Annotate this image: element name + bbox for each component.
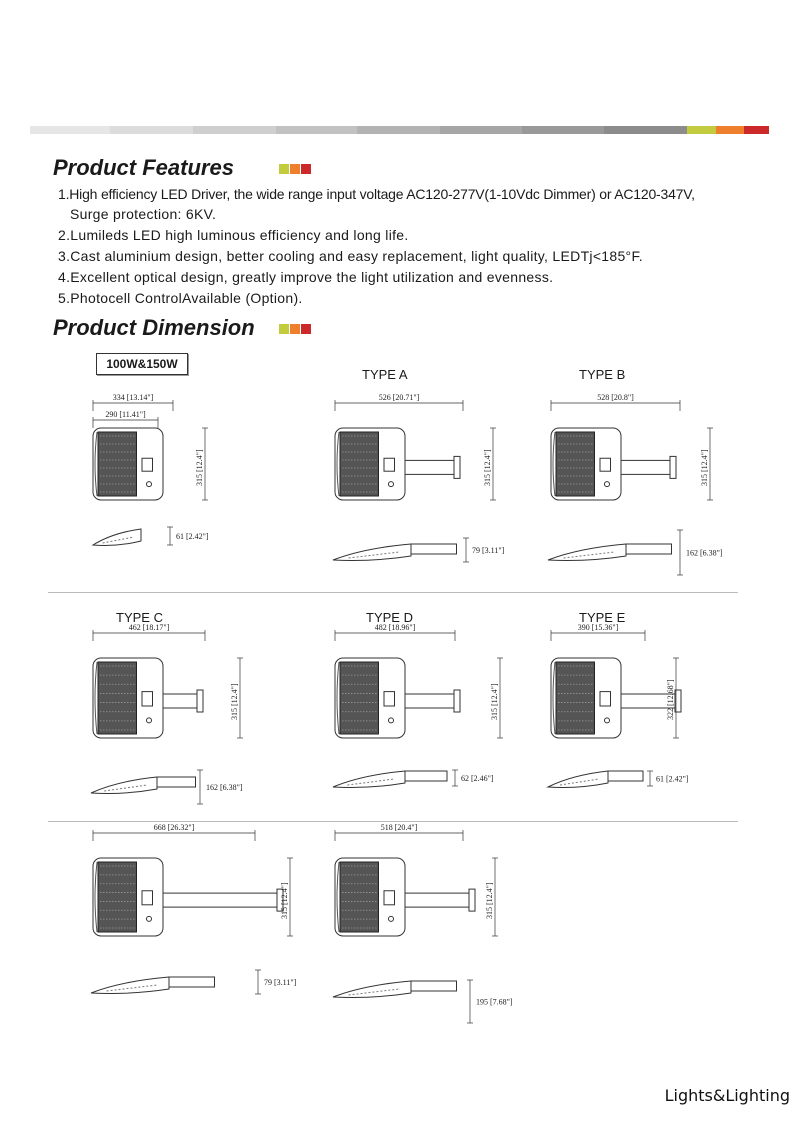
dimension-label: 668 [26.32"] <box>153 823 195 832</box>
type-label: TYPE A <box>362 367 408 382</box>
side-arm <box>411 981 457 991</box>
driver-box <box>384 692 395 706</box>
led-panel <box>340 432 379 496</box>
arm-bracket <box>454 456 460 478</box>
dimension-label: 315 [12.4"] <box>490 683 499 720</box>
type-label: TYPE D <box>366 610 413 625</box>
features-title: Product Features <box>53 155 234 180</box>
led-panel <box>98 862 137 932</box>
driver-box <box>384 458 395 471</box>
mounting-arm <box>621 460 676 474</box>
drawing-3 <box>548 393 723 575</box>
fitting-circle <box>605 718 610 723</box>
mounting-arm <box>163 893 283 907</box>
dimension-label: 482 [18.96"] <box>374 623 416 632</box>
feature-item: 2.Lumileds LED high luminous efficiency and long life. <box>58 227 409 243</box>
dimension-label: 162 [6.38"] <box>686 548 723 558</box>
arm-bracket <box>670 456 676 478</box>
led-panel <box>556 432 595 496</box>
side-profile <box>548 544 626 561</box>
dimension-title: Product Dimension <box>53 315 255 340</box>
fitting-circle <box>147 482 152 487</box>
feature-item: 5.Photocell ControlAvailable (Option). <box>58 290 303 306</box>
feature-item: 3.Cast aluminium design, better cooling and easy replacement, light quality, LEDTj<185°F. <box>58 248 643 264</box>
dimension-label: 322 [12.68"] <box>666 679 675 720</box>
fitting-circle <box>147 916 152 921</box>
wattage-badge: 100W&150W <box>96 353 188 375</box>
dimension-label: 528 [20.8"] <box>597 393 634 402</box>
side-arm <box>626 544 672 554</box>
driver-box <box>600 458 611 471</box>
type-label: TYPE E <box>579 610 626 625</box>
dimension-label: 195 [7.68"] <box>476 997 513 1007</box>
driver-box <box>142 458 153 471</box>
dimension-label: 62 [2.46"] <box>461 774 494 783</box>
driver-box <box>142 692 153 706</box>
fitting-circle <box>605 482 610 487</box>
drawing-6 <box>548 623 689 788</box>
led-panel <box>98 432 137 496</box>
drawing-1 <box>93 393 209 546</box>
fitting-circle <box>389 482 394 487</box>
feature-item: Surge protection: 6KV. <box>70 206 217 222</box>
dimension-label: 61 [2.42"] <box>656 774 689 784</box>
dimension-label: 61 [2.42"] <box>176 532 209 541</box>
drawing-4 <box>91 623 243 804</box>
side-profile <box>548 771 608 788</box>
dimension-label: 462 [18.17"] <box>128 623 170 632</box>
led-panel <box>98 662 137 734</box>
dimension-label: 315 [12.4"] <box>483 449 492 486</box>
fitting-circle <box>147 718 152 723</box>
dimension-label: 315 [12.4"] <box>700 449 709 486</box>
dimension-label: 518 [20.4"] <box>380 823 418 832</box>
type-label: TYPE C <box>116 610 163 625</box>
dimension-label: 290 [11.41"] <box>105 410 146 419</box>
feature-item: 1.High efficiency LED Driver, the wide range input voltage AC120-277V(1-10Vdc Dimmer) or AC120-347V, <box>58 186 695 202</box>
dimension-label: 315 [12.4"] <box>485 882 494 919</box>
dimension-label: 79 [3.11"] <box>264 978 297 987</box>
drawing-8 <box>333 823 513 1023</box>
dimension-label: 315 [12.4"] <box>230 683 239 720</box>
dimension-label: 315 [12.4"] <box>195 449 204 486</box>
side-arm <box>157 777 196 787</box>
side-profile <box>91 977 169 994</box>
driver-box <box>142 891 153 905</box>
fitting-circle <box>389 916 394 921</box>
arm-bracket <box>454 690 460 712</box>
side-arm <box>411 544 457 554</box>
dimension-label: 526 [20.71"] <box>378 393 420 402</box>
side-profile <box>91 777 157 794</box>
fitting-circle <box>389 718 394 723</box>
footer-brand: Lights&Lighting <box>664 1086 790 1105</box>
led-panel <box>556 662 595 734</box>
dimension-label: 162 [6.38"] <box>206 783 243 792</box>
led-panel <box>340 662 379 734</box>
arm-bracket <box>197 690 203 712</box>
side-profile <box>93 529 141 546</box>
drawing-2 <box>333 393 505 562</box>
type-label: TYPE B <box>579 367 626 382</box>
side-arm <box>169 977 215 987</box>
drawing-7 <box>91 823 297 994</box>
side-arm <box>405 771 447 781</box>
led-panel <box>340 862 379 932</box>
dimension-label: 390 [15.36"] <box>577 623 619 632</box>
side-profile <box>333 981 411 998</box>
driver-box <box>384 891 395 905</box>
mounting-arm <box>405 694 460 708</box>
side-profile <box>333 544 411 561</box>
drawing-5 <box>333 623 503 788</box>
feature-item: 4.Excellent optical design, greatly improve the light utilization and evenness. <box>58 269 554 285</box>
mounting-arm <box>405 893 475 907</box>
side-profile <box>333 771 405 788</box>
mounting-arm <box>405 460 460 474</box>
dimension-label: 315 [12.4"] <box>280 882 289 919</box>
arm-bracket <box>469 889 475 911</box>
side-arm <box>608 771 643 781</box>
dimension-label: 334 [13.14"] <box>112 393 154 402</box>
dimension-label: 79 [3.11"] <box>472 546 505 555</box>
driver-box <box>600 692 611 706</box>
